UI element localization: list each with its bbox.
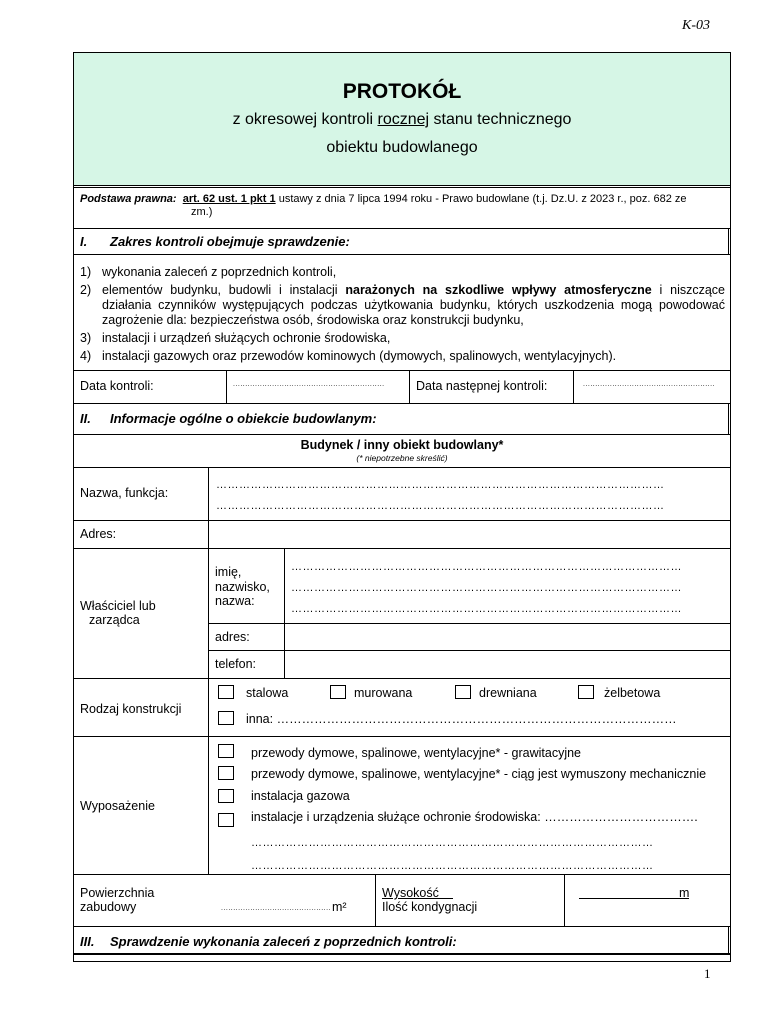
owner-name-field-1[interactable]: ………………………………………………………………………………………… bbox=[291, 561, 682, 573]
protocol-subtitle: z okresowej kontroli rocznej stanu technicznego bbox=[232, 111, 572, 128]
gravity-flues-checkbox[interactable] bbox=[218, 744, 234, 758]
control-date-label: Data kontroli: bbox=[80, 379, 154, 393]
legal-basis-ref: art. 62 ust. 1 pkt 1 bbox=[182, 193, 276, 205]
building-heading: Budynek / inny obiekt budowlany* bbox=[300, 438, 504, 452]
height-field[interactable] bbox=[579, 898, 689, 899]
built-area-field[interactable]: ............................................. bbox=[221, 905, 332, 912]
masonry-option-label: murowana bbox=[354, 686, 413, 700]
owner-label-2: zarządca bbox=[89, 613, 140, 627]
list-item: 1) wykonania zaleceń z poprzednich kontroli, bbox=[80, 265, 337, 279]
section1-number: I. bbox=[80, 234, 88, 249]
environmental-field-2[interactable]: …………………………………………………………………………………………… bbox=[251, 860, 654, 872]
height-unit: m bbox=[679, 886, 690, 900]
control-date-field[interactable]: .............................................................. bbox=[233, 381, 385, 388]
page-number: 1 bbox=[704, 966, 711, 981]
height-label: Wysokość bbox=[382, 886, 439, 900]
floors-label: Ilość kondygnacji bbox=[382, 900, 478, 914]
section2-title: Informacje ogólne o obiekcie budowlanym: bbox=[110, 411, 377, 426]
equipment-label: Wyposażenie bbox=[80, 799, 155, 813]
other-construction-field[interactable]: inna: …………………………………………………………………………………… bbox=[246, 712, 677, 726]
legal-basis-text-cont: zm.) bbox=[191, 206, 213, 218]
section3-title: Sprawdzenie wykonania zaleceń z poprzednich kontroli: bbox=[110, 934, 457, 949]
address-label: Adres: bbox=[80, 527, 117, 541]
masonry-checkbox[interactable] bbox=[330, 685, 346, 699]
owner-name-field-3[interactable]: ………………………………………………………………………………………… bbox=[291, 603, 682, 615]
construction-type-label: Rodzaj konstrukcji bbox=[80, 702, 182, 716]
subtitle-emphasis: rocznej bbox=[377, 111, 430, 128]
next-control-date-field[interactable]: ...................................................... bbox=[583, 381, 716, 388]
steel-checkbox[interactable] bbox=[218, 685, 234, 699]
environmental-installations-checkbox[interactable] bbox=[218, 813, 234, 827]
section3-number: III. bbox=[80, 934, 95, 949]
legal-basis-label: Podstawa prawna: bbox=[80, 193, 177, 205]
owner-phone-label: telefon: bbox=[215, 657, 257, 671]
form-code: K-03 bbox=[682, 18, 710, 33]
mechanical-flues-checkbox[interactable] bbox=[218, 766, 234, 780]
protocol-subtitle-line2: obiektu budowlanego bbox=[326, 139, 478, 156]
gas-installation-checkbox[interactable] bbox=[218, 789, 234, 803]
gravity-flues-label: przewody dymowe, spalinowe, wentylacyjne* - grawitacyjne bbox=[251, 746, 582, 760]
section2-number: II. bbox=[80, 411, 91, 426]
legal-basis-text: ustawy z dnia 7 lipca 1994 roku - Prawo budowlane (t.j. Dz.U. z 2023 r., poz. 682 ze bbox=[275, 193, 687, 205]
other-construction-checkbox[interactable] bbox=[218, 711, 234, 725]
name-function-field-2[interactable]: ……………………………………………………………………………………………………… bbox=[216, 500, 665, 512]
list-item: 4) instalacji gazowych oraz przewodów kominowych (dymowych, spalinowych, wentylacyjnych). bbox=[80, 349, 617, 363]
protocol-header bbox=[74, 53, 730, 186]
list-item: 2) elementów budynku, budowli i instalacji narażonych na szkodliwe wpływy atmosferyczne i niszczące działania czynników występujących podczas użytkowania budynku, których uszkodzenia mogą powodować zagrożenie dla: bezpieczeństwa osób, środowiska oraz konstrukcji budynku, bbox=[80, 283, 726, 327]
owner-name-field-2[interactable]: ………………………………………………………………………………………… bbox=[291, 582, 682, 594]
gas-installation-label: instalacja gazowa bbox=[251, 789, 350, 803]
environmental-installations-label: instalacje i urządzenia służące ochronie środowiska: ………………………………. bbox=[251, 810, 698, 824]
reinforced-concrete-checkbox[interactable] bbox=[578, 685, 594, 699]
environmental-field-1[interactable]: …………………………………………………………………………………………… bbox=[251, 837, 654, 849]
built-area-unit: m² bbox=[332, 900, 347, 914]
owner-label: Właściciel lub bbox=[80, 599, 156, 613]
control-scope-list bbox=[80, 265, 725, 367]
address-field[interactable] bbox=[209, 521, 729, 548]
built-area-label-2: zabudowy bbox=[80, 900, 137, 914]
mechanical-flues-label: przewody dymowe, spalinowe, wentylacyjne* - ciąg jest wymuszony mechanicznie bbox=[251, 767, 707, 781]
next-control-date-label: Data następnej kontroli: bbox=[416, 379, 548, 393]
owner-phone-field[interactable] bbox=[285, 651, 729, 677]
reinforced-concrete-option-label: żelbetowa bbox=[604, 686, 661, 700]
owner-name-label-3: nazwa: bbox=[215, 594, 255, 608]
wooden-checkbox[interactable] bbox=[455, 685, 471, 699]
wooden-option-label: drewniana bbox=[479, 686, 537, 700]
owner-name-label-2: nazwisko, bbox=[215, 580, 270, 594]
list-item: 3) instalacji i urządzeń służących ochronie środowiska, bbox=[80, 331, 391, 345]
name-function-label: Nazwa, funkcja: bbox=[80, 486, 169, 500]
legal-basis bbox=[80, 193, 726, 205]
owner-address-field[interactable] bbox=[285, 624, 729, 650]
protocol-title: PROTOKÓŁ bbox=[342, 80, 462, 103]
name-function-field-1[interactable]: ……………………………………………………………………………………………………… bbox=[216, 479, 665, 491]
owner-address-label: adres: bbox=[215, 630, 250, 644]
built-area-label: Powierzchnia bbox=[80, 886, 155, 900]
steel-option-label: stalowa bbox=[246, 686, 289, 700]
section1-title: Zakres kontroli obejmuje sprawdzenie: bbox=[110, 234, 350, 249]
owner-name-label-1: imię, bbox=[215, 565, 242, 579]
building-note: (* niepotrzebne skreślić) bbox=[356, 453, 448, 463]
